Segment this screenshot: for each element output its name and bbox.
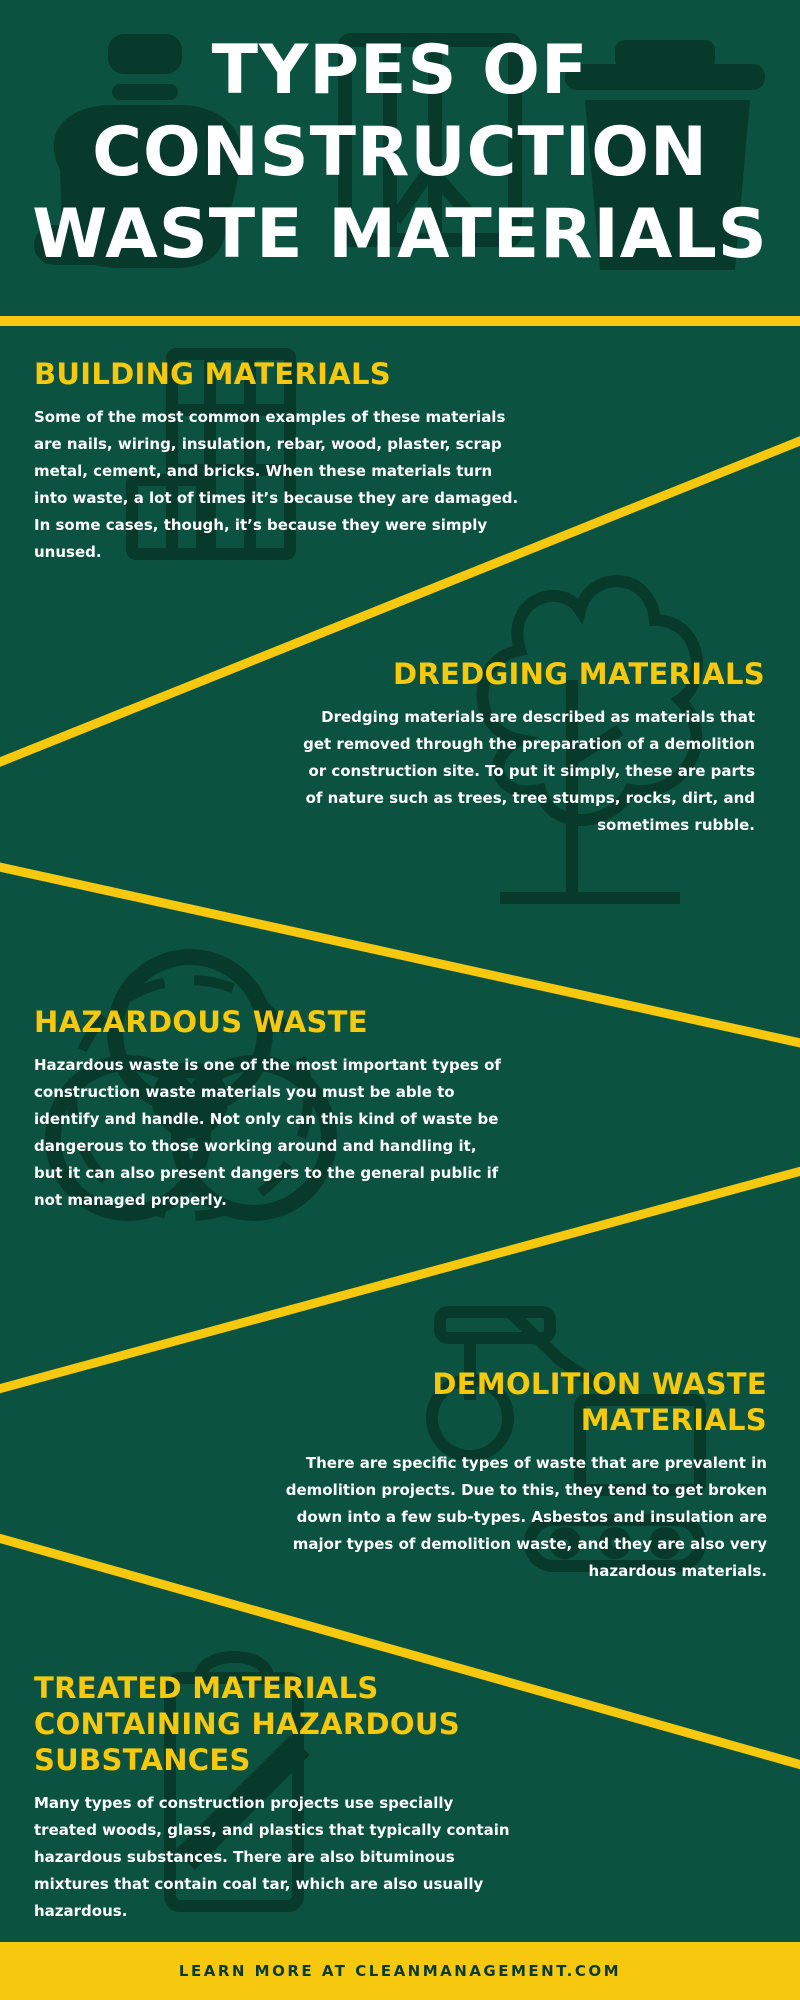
section-dredging-materials	[290, 656, 765, 839]
section-heading: DREDGING MATERIALS	[392, 657, 765, 691]
section-body: Some of the most common examples of these materials are nails, wiring, insulation, rebar, wood, plaster, scrap metal, cement, and bricks. When these materials turn into waste, a lot of times it’s because they are damaged. In some cases, though, it’s because they were simply unused.	[34, 408, 519, 561]
heading-line: TREATED MATERIALS	[34, 1671, 379, 1705]
section-heading: HAZARDOUS WASTE	[34, 1005, 368, 1039]
heading-line: SUBSTANCES	[34, 1743, 251, 1777]
footer-cta-link[interactable]: LEARN MORE AT CLEANMANAGEMENT.COM	[178, 1962, 622, 1980]
heading-line: CONTAINING HAZARDOUS	[34, 1707, 460, 1741]
section-treated-materials	[34, 1670, 514, 1925]
page-title	[0, 30, 800, 276]
section-heading: DEMOLITION WASTE MATERIALS	[432, 1367, 767, 1437]
section-hazardous-waste	[34, 1004, 504, 1214]
section-heading	[34, 1670, 514, 1778]
title-line: TYPES OF	[211, 31, 589, 110]
section-body: Dredging materials are described as materials that get removed through the preparation of a demolition or construction site. To put it simply, these are parts of nature such as trees, tree stumps, rocks, dirt, and sometimes rubble.	[303, 708, 755, 834]
title-line: WASTE MATERIALS	[32, 195, 768, 274]
section-body: Many types of construction projects use specially treated woods, glass, and plastics that typically contain hazardous substances. There are also bituminous mixtures that contain coal tar, which are also usually hazardous.	[34, 1794, 510, 1920]
header-divider	[0, 316, 800, 326]
footer-banner	[0, 1942, 800, 2000]
section-heading: BUILDING MATERIALS	[34, 357, 391, 391]
section-body: There are specific types of waste that are prevalent in demolition projects. Due to this, they tend to get broken down into a few sub-types. Asbestos and insulation are major types of demolition waste, and they are also very hazardous materials.	[285, 1454, 767, 1580]
section-demolition-waste	[245, 1366, 767, 1585]
section-body: Hazardous waste is one of the most important types of construction waste materials you must be able to identify and handle. Not only can this kind of waste be dangerous to those working around and handling it, but it can also present dangers to the general public if not managed properly.	[34, 1056, 501, 1209]
title-line: CONSTRUCTION	[92, 113, 708, 192]
section-building-materials	[34, 356, 519, 566]
